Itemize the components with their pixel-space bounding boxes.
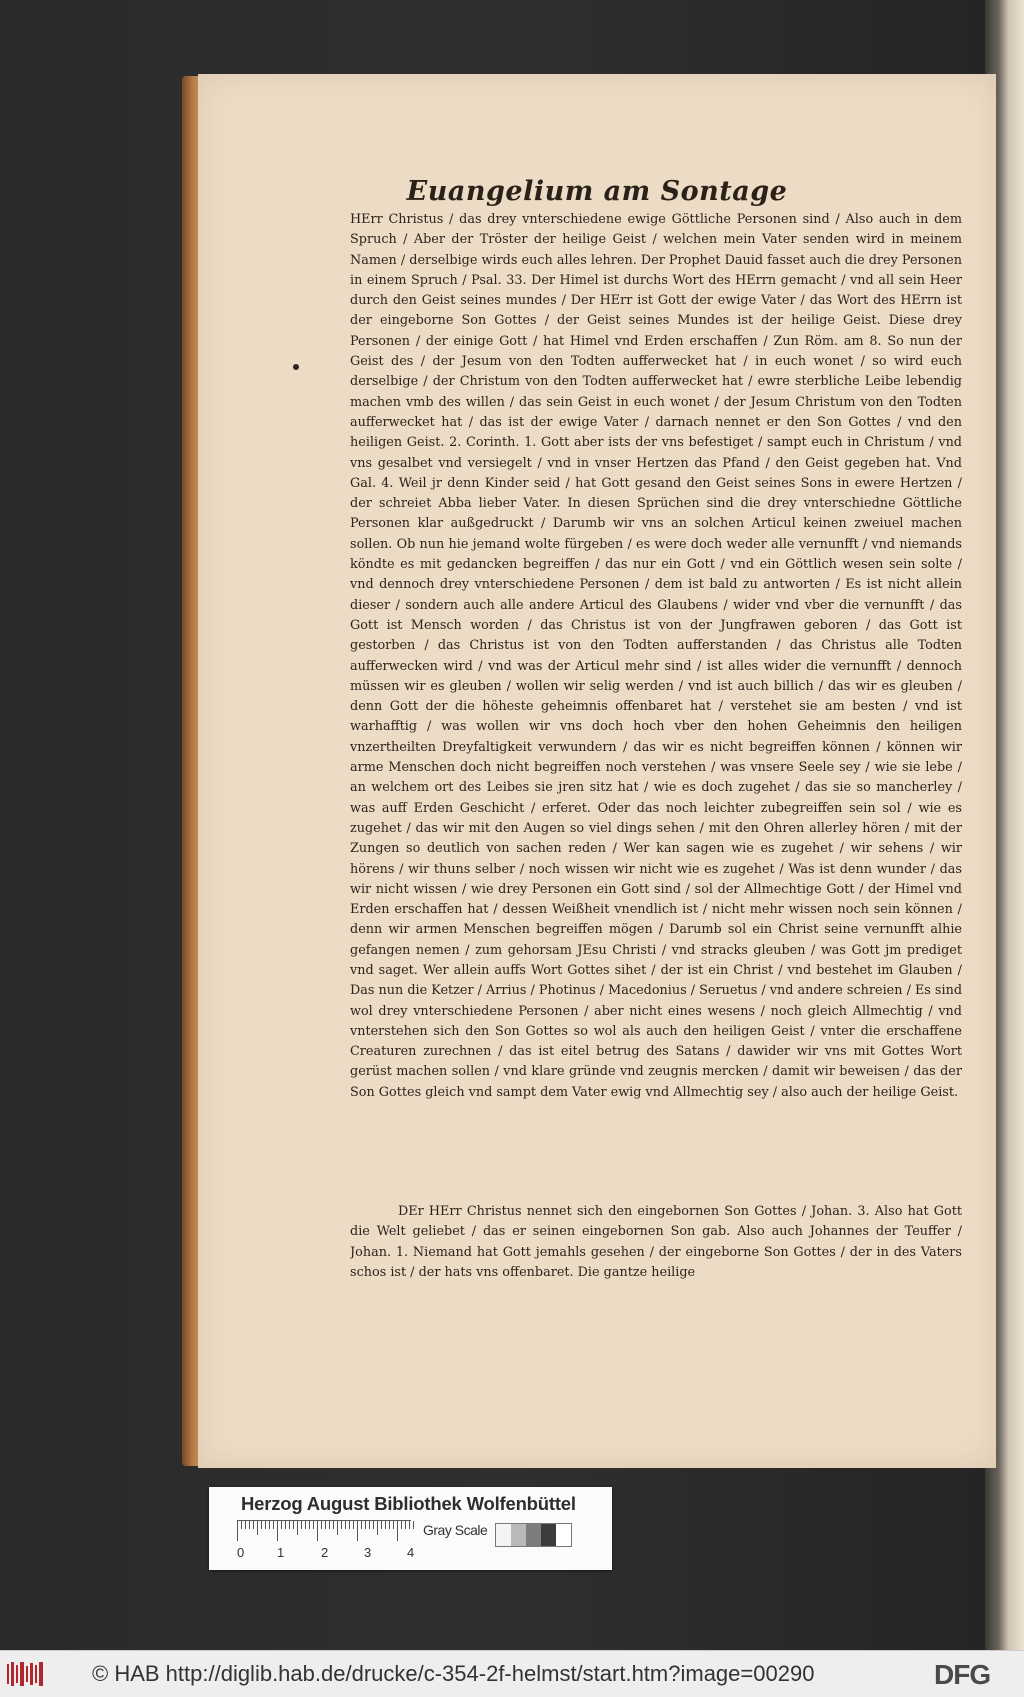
- source-url[interactable]: © HAB http://diglib.hab.de/drucke/c-354-2f-helmst/start.htm?image=00290: [92, 1661, 815, 1686]
- ruler-tick: [325, 1521, 326, 1529]
- ruler-numbers: [237, 1545, 437, 1563]
- ruler-tick: [289, 1521, 290, 1529]
- body-paragraph-1: HErr Christus / das drey vnterschiedene ewige Göttliche Personen sind / Also auch in dem Spruch / Aber der Tröster der heilige Geist / welchen mein Vater senden wird in meinem Namen / derselbige wirds euch alles lehren. Der Prophet Dauid fasset auch die drey Personen in einem Spruch / Psal. 33. Der Himel ist durchs Wort des HErrn gemacht / vnd all sein Heer durch den Geist seines mundes / Der HErr ist Gott der ewige Vater / das Wort des HErrn ist der eingeborne Son Gottes / der Geist seines Mundes ist der heilige Geist. Diese drey Personen / der einige Gott / hat Himel vnd Erden erschaffen / Zun Röm. am 8. So nun der Geist des / der Jesum von den Todten aufferwecket hat / in euch wonet / so wird euch derselbige / der Christum von den Todten aufferwecket hat / ewre sterbliche Leibe lebendig machen vmb des willen / das sein Geist in euch wonet / der Jesum Christum von den Todten aufferwecket hat / das ist der ewige Vater / darnach nennet er den Son Gottes / vnd den heiligen Geist. 2. Corinth. 1. Gott aber ists der vns befestiget / sampt euch in Christum / vnd vns gesalbet vnd versiegelt / vnd in vnser Hertzen das Pfand / den Geist gegeben hat. Vnd Gal. 4. Weil jr denn Kinder seid / hat Gott gesand den Geist seines Sons in ewere Hertzen / der schreiet Abba lieber Vater. In diesen Sprüchen sind die drey vnterschiedne Göttliche Personen klar außgedruckt / Darumb wir vns an solchen Articul keinen zweiuel machen sollen. Ob nun hie jemand wolte fürgeben / es were doch weder alle vernunfft / vnd niemands köndte es mit gedancken begreiffen / das nur ein Gott / vnd ein Göttlich wesen sein solte / vnd dennoch drey vnterschiedene Personen / dem ist bald zu antworten / Es ist nicht allein dieser / sondern auch alle andere Articul des Glaubens / wider vnd vber die vernunfft / das Gott ist Mensch worden / das Christus ist von der Jungfrawen geboren / das Gott ist gestorben / das Christus ist von den Todten aufferstanden / das Christus alle Todten aufferwecken wird / vnd was der Articul mehr sind / ist alles wider die vernunfft / dennoch müssen wir es gleuben / wollen wir selig werden / vnd ist auch billich / das wir es gleuben / denn Gott der die höheste geheimnis offenbaret hat / verstehet sie am besten / vnd ist warhafftig / was wollen wir vns doch hoch vber den hohen Geheimnis den heiligen vnzertheilten Dreyfaltigkeit verwundern / das wir es nicht begreiffen können / können wir arme Menschen doch nicht begreiffen noch verstehen / was vnsere Seele sey / wie sie lebe / an welchem ort des Leibes sie jren sitz hat / wie es doch zugehet / das sie so mancherley / was auff Erden Geschicht / erferet. Oder das noch leichter zubegreiffen sein sol / wie es zugehet / das wir mit den Augen so viel dings sehen / mit den Ohren allerley hören / mit der Zungen so deutlich von sachen reden / Wer kan sagen wie es zugehet / wir sehens / wir hörens / wir thuns selber / noch wissen wir nicht wie es zugehet / Was ist denn wunder / das wir nicht wissen / wie drey Personen ein Gott sind / sol der Allmechtige Gott / der Himel vnd Erden erschaffen hat / dessen Weißheit vnendlich ist / nicht mehr wissen noch sein können / denn wir armen Menschen begreiffen mögen / Darumb sol ein Christ seine vernunfft alhie gefangen nemen / zum gehorsam JEsu Christi / vnd stracks gleuben / was Gott jm prediget vnd saget. Wer allein auffs Wort Gottes sihet / der ist ein Christ / vnd bestehet im Glauben / Das nun die Ketzer / Arrius / Photinus / Macedonius / Seruetus / vnd andere schreien / Es sind wol drey vnterschiedene Personen / aber nicht eines wesens / noch gleich Allmechtig / vnd vnterstehen sich den Son Gottes so wol als auch den heiligen Geist / vnter die erschaffene Creaturen zurechnen / das ist eitel betrug des Satans / dawider wir vns mit Gottes Wort gerüst machen sollen / vnd klare gründe vnd zeugnis mercken / damit wir beweisen / das der Son Gottes gleich vnd sampt dem Vater ewig vnd Allmechtig sey / also auch der heilige Geist.: [350, 212, 962, 1100]
- ruler-tick: [273, 1521, 274, 1529]
- ruler-tick: [317, 1521, 318, 1541]
- ruler-tick: [413, 1521, 414, 1529]
- ruler-tick: [397, 1521, 398, 1541]
- ruler-tick: [365, 1521, 366, 1529]
- footer-bar: [0, 1650, 1024, 1697]
- running-head: Euangelium am Sontage: [406, 176, 788, 207]
- ruler-tick: [353, 1521, 354, 1529]
- ruler-tick: [405, 1521, 406, 1529]
- ruler-tick: [349, 1521, 350, 1529]
- ruler-tick: [253, 1521, 254, 1529]
- gray-swatch: [556, 1524, 571, 1546]
- gray-swatch: [526, 1524, 541, 1546]
- gray-scale-label: Gray Scale: [423, 1522, 488, 1538]
- dfg-logo: DFG: [934, 1659, 991, 1690]
- gray-scale-swatches: [495, 1523, 572, 1547]
- book-page: [198, 74, 996, 1468]
- ruler-tick: [389, 1521, 390, 1529]
- ruler-tick: [357, 1521, 358, 1541]
- ruler-tick: [245, 1521, 246, 1529]
- ruler-tick: [249, 1521, 250, 1529]
- margin-mark: [293, 364, 299, 370]
- hab-barcode-logo-icon: [6, 1660, 46, 1688]
- ruler-tick: [285, 1521, 286, 1529]
- ruler-tick: [237, 1521, 238, 1541]
- ruler-tick: [381, 1521, 382, 1529]
- ruler-tick: [329, 1521, 330, 1529]
- ruler-tick: [297, 1521, 298, 1535]
- ruler-tick: [369, 1521, 370, 1529]
- ruler-tick: [377, 1521, 378, 1535]
- ruler-tick: [341, 1521, 342, 1529]
- ruler-tick: [321, 1521, 322, 1529]
- ruler-number: 4: [407, 1545, 415, 1560]
- ruler-tick: [409, 1521, 410, 1529]
- ruler-tick: [269, 1521, 270, 1529]
- ruler-number: 2: [321, 1545, 329, 1560]
- ruler-tick: [309, 1521, 310, 1529]
- ruler-tick: [385, 1521, 386, 1529]
- ruler: [237, 1520, 411, 1543]
- ruler-tick: [401, 1521, 402, 1529]
- ruler-tick: [241, 1521, 242, 1529]
- gray-swatch: [496, 1524, 511, 1546]
- ruler-tick: [265, 1521, 266, 1529]
- ruler-tick: [277, 1521, 278, 1541]
- ruler-number: 3: [364, 1545, 372, 1560]
- ruler-tick: [261, 1521, 262, 1529]
- ruler-tick: [257, 1521, 258, 1535]
- ruler-tick: [305, 1521, 306, 1529]
- library-name: Herzog August Bibliothek Wolfenbüttel: [241, 1493, 576, 1514]
- ruler-tick: [313, 1521, 314, 1529]
- body-paragraph-2: DEr HErr Christus nennet sich den eingebornen Son Gottes / Johan. 3. Also hat Gott die Welt geliebet / das er seinen eingebornen Son gab. Also auch Johannes der Teuffer / Johan. 1. Niemand hat Gott jemahls gesehen / der eingeborne Son Gottes / der in des Vaters schos ist / der hats vns offenbaret. Die gantze heilige: [350, 1204, 962, 1280]
- ruler-tick: [281, 1521, 282, 1529]
- ruler-tick: [393, 1521, 394, 1529]
- gray-swatch: [541, 1524, 556, 1546]
- gray-swatch: [511, 1524, 526, 1546]
- ruler-tick: [361, 1521, 362, 1529]
- ruler-number: 1: [277, 1545, 285, 1560]
- ruler-number: 0: [237, 1545, 245, 1560]
- color-calibration-card: [209, 1487, 612, 1570]
- ruler-tick: [373, 1521, 374, 1529]
- ruler-tick: [333, 1521, 334, 1529]
- ruler-tick: [337, 1521, 338, 1535]
- ruler-tick: [301, 1521, 302, 1529]
- ruler-tick: [345, 1521, 346, 1529]
- ruler-tick: [293, 1521, 294, 1529]
